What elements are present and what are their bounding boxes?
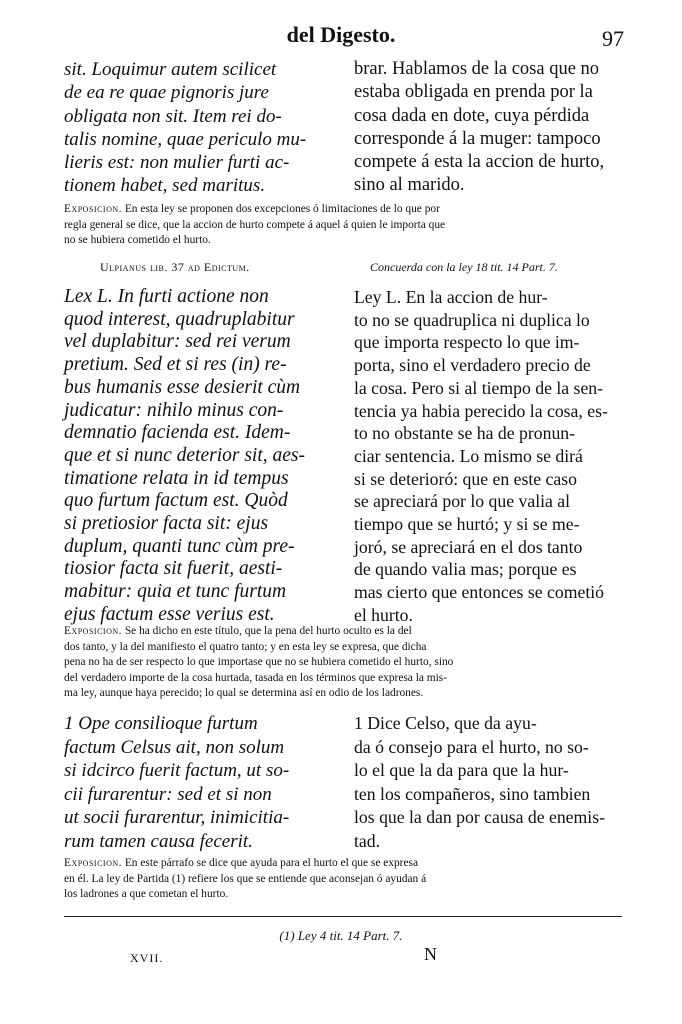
citation-source-full: Ulpianus lib. 37 ad Edictum.: [100, 260, 250, 274]
exposicion-text: Se ha dicho en este título, que la pena del hurto oculto es la del dos tanto, y la del manifiesto el quatro tanto; y en esta ley se expresa, que dicha pena no ha de ser respecto lo que importase que no se hubiera cometido el hurto, sino del verdadero importe de la cosa hurtada, tasada en los términos que expresa la mis- ma ley, aunque haya perecido; lo qual se determina así en odio de los ladrones.: [64, 625, 454, 699]
spanish-text-ley-l: Ley L. En la accion de hur- to no se quadruplica ni duplica lo que importa respecto lo que im- porta, sino el verdadero precio de la cosa. Pero si al tiempo de la sen- tencia ya habia perecido la cosa, es- to no obstante se ha de pronun- ciar sentencia. Lo mismo se dirá si se deterioró: que en este caso se apreciará por lo que valia al tiempo que se hurtó; y si se me- joró, se apreciará en el dos tanto de quando valia mas; porque es mas cierto que entonces se cometió el hurto.: [354, 287, 608, 625]
catchword: N: [424, 944, 437, 964]
exposicion-label: Exposicion.: [64, 203, 122, 215]
footnote-rule: [64, 916, 622, 917]
exposicion-label: Exposicion.: [64, 857, 122, 869]
latin-text-paragraph1: 1 Ope consilioque furtum factum Celsus ait, non solum si idcirco fuerit factum, ut so- cii furarentur: sed et si non ut socii furarentur, inimicitia- rum tamen causa fecerit.: [64, 713, 290, 852]
latin-text-lex-l: Lex L. In furti actione non quod interest, quadruplabitur vel duplabitur: sed rei verum pretium. Sed et si res (in) re- bus humanis esse desierit cùm judicatur: nihilo minus con- demnatio facienda est. Idem- que et si nunc deterior sit, aes- timatione relata in id tempus quo furtum factum est. Quòd si pretiosior facta sit: ejus duplum, quanti tunc cùm pre- tiosior facta sit fuerit, aesti- mabitur: quia et tunc furtum ejus factum esse verius est.: [64, 286, 305, 625]
signature-mark: XVII.: [130, 951, 164, 965]
spanish-text-section1: brar. Hablamos de la cosa que no estaba obligada en prenda por la cosa dada en dote, cuya pérdida corresponde á la muger: tampoco compete á esta la accion de hurto, sino al marido.: [354, 59, 605, 196]
latin-text-section1: sit. Loquimur autem scilicet de ea re quae pignoris jure obligata non sit. Item rei do- talis nomine, quae periculo mu- lieris est: non mulier furti ac- tionem habet, sed maritus.: [64, 59, 307, 197]
citation-concordance: Concuerda con la ley 18 tit. 14 Part. 7.: [370, 260, 558, 274]
exposicion-section3: [64, 856, 622, 903]
exposicion-text: En esta ley se proponen dos excepciones ó limitaciones de lo que por regla general se dice, que la accion de hurto compete á aquel á quien le importa que no se hubiera cometido el hurto.: [64, 203, 446, 246]
spanish-text-paragraph1: 1 Dice Celso, que da ayu- da ó consejo para el hurto, no so- lo el que la da para que la hur- ten los compañeros, sino tambien los que la dan por causa de enemis- tad.: [354, 713, 605, 851]
exposicion-section1: [64, 202, 622, 249]
footnote: (1) Ley 4 tit. 14 Part. 7.: [279, 928, 403, 943]
exposicion-section2: [64, 624, 622, 702]
exposicion-text: En este párrafo se dice que ayuda para el hurto el que se expresa en él. La ley de Partida (1) refiere los que se entiende que aconsejan ó ayudan á los ladrones a que cometan el hurto.: [64, 857, 427, 900]
exposicion-label: Exposicion.: [64, 625, 122, 637]
page-header-title: del Digesto.: [286, 22, 396, 47]
page-number: 97: [602, 26, 624, 51]
